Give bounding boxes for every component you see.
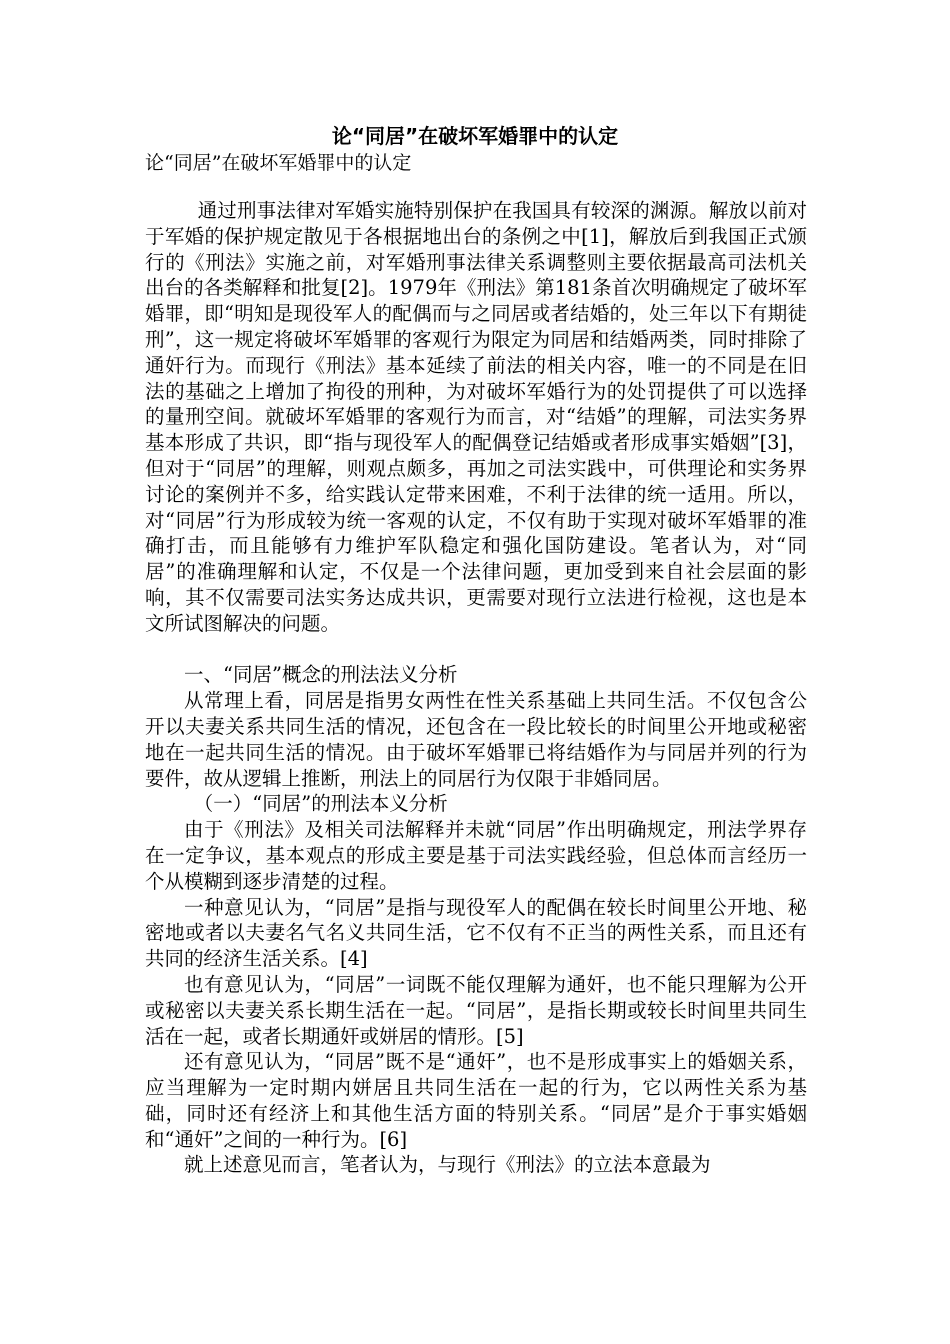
paragraph-opinion-3: 还有意见认为，“同居”既不是“通奸”，也不是形成事实上的婚姻关系，应当理解为一定时期内姘居且共同生活在一起的行为，它以两性关系为基础，同时还有经济上和其他生活方面的特别关系。“同居”是介于事实婚姻和“通奸”之间的一种行为。[6] [145,1050,807,1151]
document-title: 论“同居”在破坏军婚罪中的认定 [331,124,619,148]
paragraph-author-view: 就上述意见而言，笔者认为，与现行《刑法》的立法本意最为 [184,1153,711,1177]
section-heading-1: 一、“同居”概念的刑法法义分析 [184,663,458,687]
document-subtitle: 论“同居”在破坏军婚罪中的认定 [145,152,412,174]
paragraph-opinion-1: 一种意见认为，“同居”是指与现役军人的配偶在较长时间里公开地、秘密地或者以夫妻名气名义共同生活，它不仅有不正当的两性关系，而且还有共同的经济生活关系。[4] [145,895,807,971]
paragraph-gap [145,637,807,663]
paragraph-opinion-2: 也有意见认为，“同居”一词既不能仅理解为通奸，也不能只理解为公开或秘密以夫妻关系长期生活在一起。“同居”，是指长期或较长时间里共同生活在一起，或者长期通奸或姘居的情形。[5] [145,972,807,1048]
paragraph-common-sense: 从常理上看，同居是指男女两性在性关系基础上共同生活。不仅包含公开以夫妻关系共同生活的情况，还包含在一段比较长的时间里公开地或秘密地在一起共同生活的情况。由于破坏军婚罪已将结婚作为与同居并列的行为要件，故从逻辑上推断，刑法上的同居行为仅限于非婚同居。 [145,689,807,790]
paragraph-controversy: 由于《刑法》及相关司法解释并未就“同居”作出明确规定，刑法学界存在一定争议，基本观点的形成主要是基于司法实践经验，但总体而言经历一个从模糊到逐步清楚的过程。 [145,818,807,893]
subsection-heading-1: （一）“同居”的刑法本义分析 [193,792,448,816]
paragraph-intro: 通过刑事法律对军婚实施特别保护在我国具有较深的渊源。解放以前对于军婚的保护规定散见于各根据地出台的条例之中[1]，解放后到我国正式颁行的《刑法》实施之前，对军婚刑事法律关系调整则主要依据最高司法机关出台的各类解释和批复[2]。1979年《刑法》第181条首次明确规定了破坏军婚罪，即“明知是现役军人的配偶而与之同居或者结婚的，处三年以下有期徒刑”，这一规定将破坏军婚罪的客观行为限定为同居和结婚两类，同时排除了通奸行为。而现行《刑法》基本延续了前法的相关内容，唯一的不同是在旧法的基础之上增加了拘役的刑种，为对破坏军婚行为的处罚提供了可以选择的量刑空间。就破坏军婚罪的客观行为而言，对“结婚”的理解，司法实务界基本形成了共识，即“指与现役军人的配偶登记结婚或者形成事实婚姻”[3]，但对于“同居”的理解，则观点颇多，再加之司法实践中，可供理论和实务界讨论的案例并不多，给实践认定带来困难，不利于法律的统一适用。所以，对“同居”行为形成较为统一客观的认定，不仅有助于实现对破坏军婚罪的准确打击，而且能够有力维护军队稳定和强化国防建设。笔者认为，对“同居”的准确理解和认定，不仅是一个法律问题，更加受到来自社会层面的影响，其不仅需要司法实务达成共识，更需要对现行立法进行检视，这也是本文所试图解决的问题。 [145,199,807,635]
document-body [145,198,807,1178]
